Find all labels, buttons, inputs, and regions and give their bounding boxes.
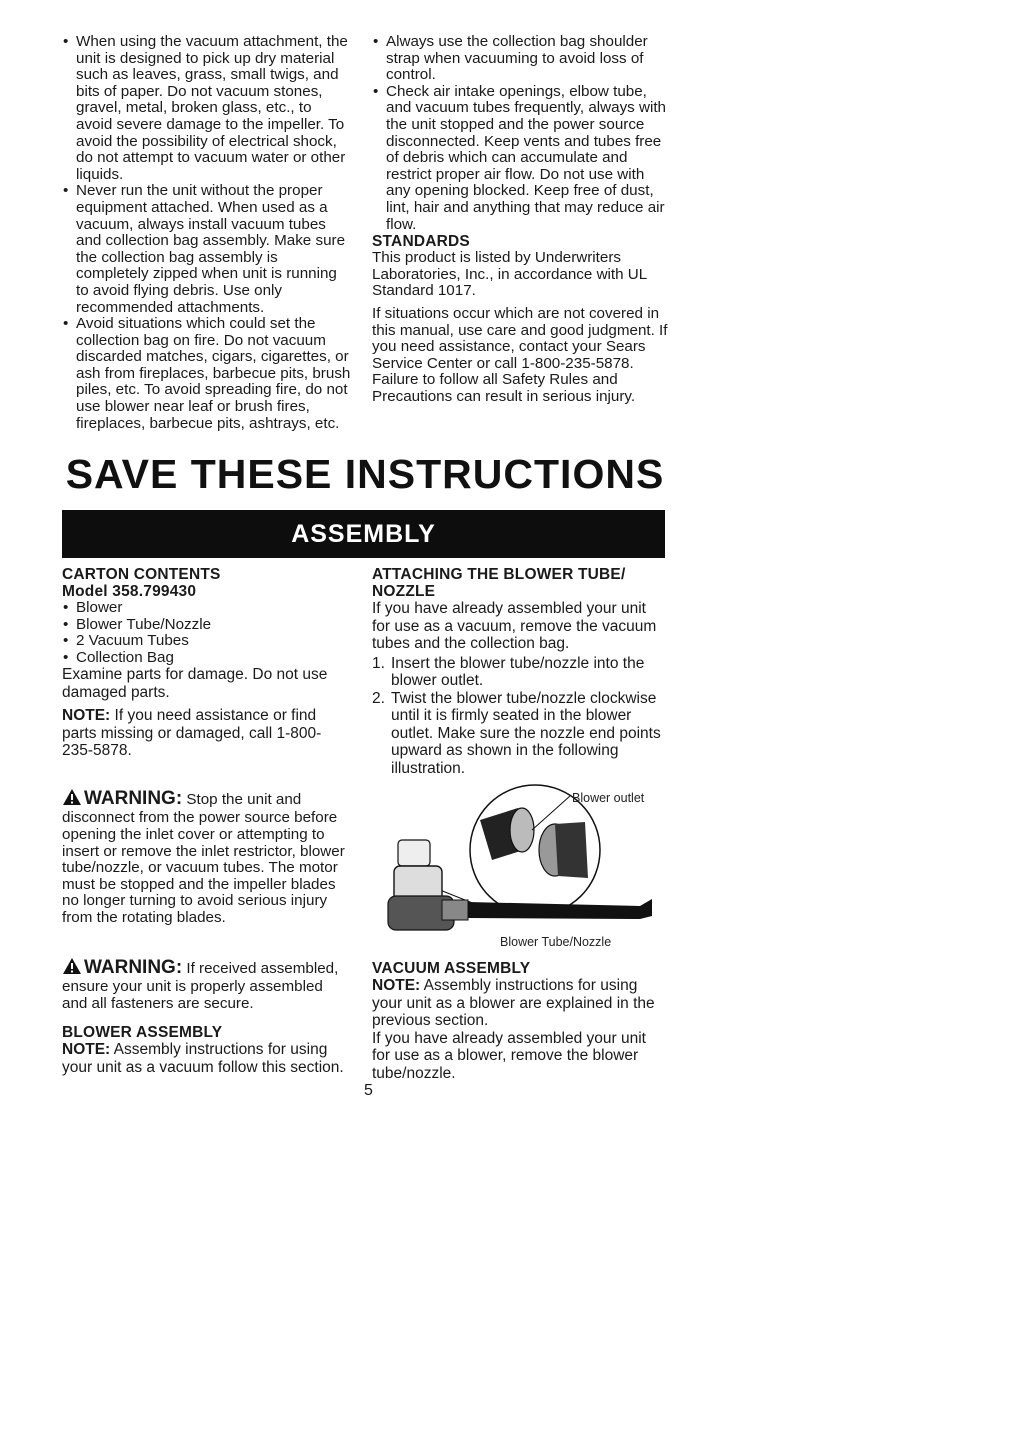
assembly-section-band	[62, 510, 665, 558]
list-item: • When using the vacuum attachment, the unit is designed to pick up dry material such as leaves, grass, small twigs, and bits of paper. Do not vacuum stones, gravel, metal, broken glass, etc., to avoid severe damage to the impeller. To avoid the possibility of electrical shock, do not attempt to vacuum water or other liquids.	[62, 34, 352, 183]
warning-text: If received assembled, ensure your unit is properly assembled and all fasteners are secure.	[62, 959, 339, 1012]
list-item: • Always use the collection bag shoulder strap when vacuuming to avoid loss of control.	[372, 34, 668, 84]
blower-assembly-heading: BLOWER ASSEMBLY	[62, 1024, 223, 1042]
nozzle-end	[555, 822, 588, 878]
standards-text: This product is listed by Underwriters Laboratories, Inc., in accordance with UL Standard 1017.	[372, 249, 647, 300]
list-item	[372, 655, 668, 690]
step-number: 1.	[372, 654, 385, 672]
save-instructions-title: SAVE THESE INSTRUCTIONS	[65, 451, 665, 497]
right-top-column	[372, 34, 668, 405]
vacuum-assembly-section	[372, 960, 668, 1082]
list-item: • Blower Tube/Nozzle	[62, 617, 352, 634]
warning-label: WARNING:	[84, 956, 183, 978]
list-item: • Avoid situations which could set the collection bag on fire. Do not vacuum discarded matches, cigars, cigarettes, or ash from fireplaces, barbecue pits, brush piles, etc. To avoid spreading fire, do not use blower near leaf or brush fires, fireplaces, barbecue pits, ashtrays, etc.	[62, 316, 352, 432]
situations-text: If situations occur which are not covered in this manual, use care and good judgment. If you need assistance, contact your Sears Service Center or call 1-800-235-5878. Failure to follow all Safety Rules and Precautions can result in serious injury.	[372, 304, 668, 405]
list-item: • Collection Bag	[62, 650, 352, 667]
examine-text: Examine parts for damage. Do not use damaged parts.	[62, 666, 328, 701]
attach-intro-text: If you have already assembled your unit for use as a vacuum, remove the vacuum tubes and the collection bag.	[372, 600, 657, 652]
right-bottom-column	[372, 566, 668, 777]
step-text: Twist the blower tube/nozzle clockwise until it is firmly seated in the blower outlet. Make sure the nozzle end points upward as shown in the following illustration.	[391, 689, 661, 777]
list-item: • Check air intake openings, elbow tube, and vacuum tubes frequently, always with the unit stopped and the power source disconnected. Keep vents and tubes free of debris which can accumulate and restrict proper air flow. Do not use with any opening blocked. Keep free of dust, lint, hair and anything that may reduce air flow.	[372, 84, 668, 233]
step-number: 2.	[372, 689, 385, 707]
blower-tube-illustration	[380, 778, 665, 953]
assembly-title: ASSEMBLY	[291, 519, 436, 548]
step-text: Insert the blower tube/nozzle into the blower outlet.	[391, 654, 645, 689]
list-item: • 2 Vacuum Tubes	[62, 633, 352, 650]
warning-triangle-icon	[62, 788, 82, 811]
warning-paragraph-1	[62, 788, 352, 927]
attach-steps-list	[372, 655, 668, 778]
safety-rules-list-left	[62, 34, 352, 432]
carton-contents-list	[62, 600, 352, 666]
warning-text: Stop the unit and disconnect from the power source before opening the inlet cover or attempting to insert or remove the inlet restrictor, blower tube/nozzle, or vacuum tubes. The motor must be stopped and the impeller blades no longer turning to avoid serious injury from the rotating blades.	[62, 790, 345, 927]
blower-outlet-label: Blower outlet	[572, 791, 645, 805]
attaching-blower-tube-heading: ATTACHING THE BLOWER TUBE/ NOZZLE	[372, 566, 626, 600]
note-label: NOTE:	[62, 1041, 111, 1059]
note-label: NOTE:	[62, 707, 111, 725]
model-number: Model 358.799430	[62, 583, 197, 600]
note-paragraph	[62, 707, 352, 760]
warning-triangle-icon	[62, 957, 82, 980]
safety-rules-list-right	[372, 34, 668, 233]
standards-heading: STANDARDS	[372, 233, 470, 251]
list-item	[372, 690, 668, 778]
note-text: If you need assistance or find parts missing or damaged, call 1-800-235-5878.	[62, 707, 322, 760]
left-bottom-column	[62, 566, 352, 1076]
left-top-column	[62, 34, 352, 432]
warning-paragraph-2	[62, 957, 352, 1013]
note-label: NOTE:	[372, 977, 421, 994]
note-text: Assembly instructions for using your unit as a blower are explained in the previous section.	[372, 977, 655, 1029]
page-number: 5	[364, 1082, 373, 1099]
list-item: • Blower	[62, 600, 352, 617]
note-text: Assembly instructions for using your unit as a vacuum follow this section.	[62, 1041, 344, 1076]
warning-label: WARNING:	[84, 787, 183, 809]
outlet-ring	[510, 808, 534, 852]
blower-tube-label: Blower Tube/Nozzle	[500, 935, 612, 949]
list-item: • Never run the unit without the proper equipment attached. When used as a vacuum, always install vacuum tubes and collection bag assembly. Make sure the collection bag assembly is completely zipped when unit is running to avoid flying debris. Use only recommended attachments.	[62, 183, 352, 316]
vacuum-note-paragraph	[372, 977, 668, 1030]
vacuum-text: If you have already assembled your unit for use as a blower, remove the blower tube/nozzle.	[372, 1029, 646, 1082]
blower-outlet-collar	[442, 900, 468, 920]
carton-contents-heading: CARTON CONTENTS	[62, 566, 221, 583]
vacuum-assembly-heading: VACUUM ASSEMBLY	[372, 960, 531, 977]
blower-handle	[398, 840, 430, 866]
blower-note-paragraph	[62, 1041, 352, 1076]
